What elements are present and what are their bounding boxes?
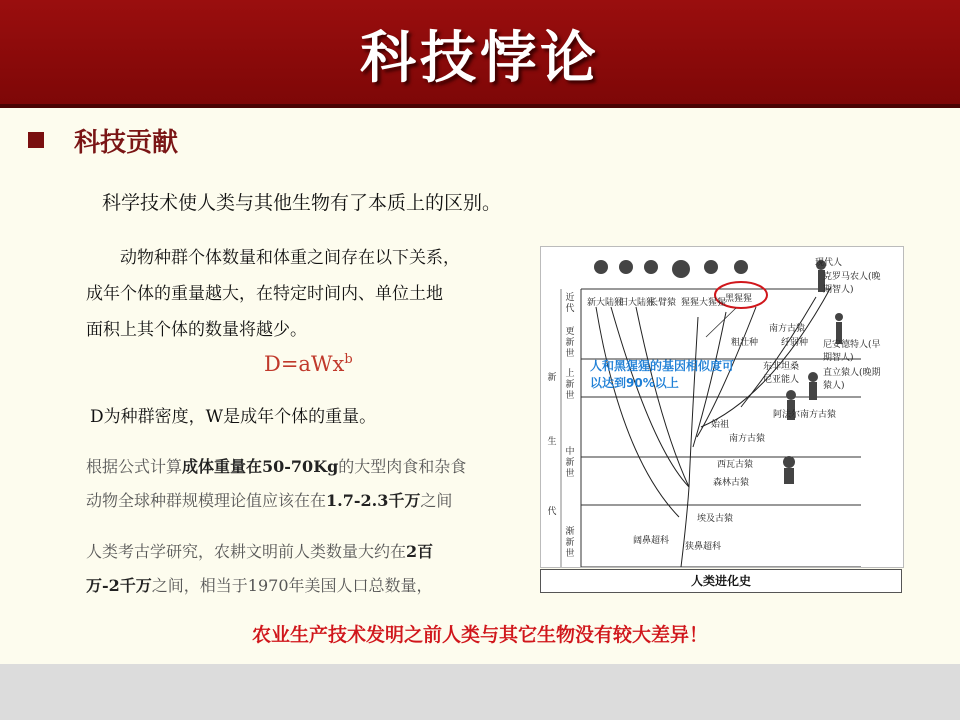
label-robust: 粗壮种 bbox=[731, 338, 759, 348]
label-neanderthal: 尼安德特人(早期智人) bbox=[823, 340, 881, 363]
gene-similarity-note: 人和黑猩猩的基因相似度可以达到90%以上 bbox=[590, 359, 735, 390]
relation-paragraph bbox=[86, 240, 506, 348]
relation-line-1: 动物种群个体数量和体重之间存在以下关系， bbox=[120, 248, 460, 268]
calc-text-4: 之间 bbox=[420, 491, 453, 510]
calculation-paragraph bbox=[86, 450, 516, 518]
era-dai: 代 bbox=[547, 507, 557, 517]
relation-line-3: 面积上其个体的数量将越少。 bbox=[86, 320, 307, 340]
intro-text: 科学技术使人类与其他生物有了本质上的区别。 bbox=[102, 192, 502, 214]
label-erectus: 直立猿人(晚期猿人) bbox=[823, 368, 881, 391]
label-habilis: 东非坦桑尼亚能人 bbox=[763, 362, 800, 385]
footer-bar bbox=[0, 664, 960, 720]
relation-line-2: 成年个体的重量越大，在特定时间内、单位土地 bbox=[86, 284, 443, 304]
label-dryopithecus: 森林古猿 bbox=[713, 478, 750, 488]
formula-definition: D为种群密度，W是成年个体的重量。 bbox=[90, 407, 377, 427]
label-australopithecus-2: 南方古猿 bbox=[729, 434, 766, 444]
era-oligocene: 渐新世 bbox=[565, 527, 575, 559]
density-formula bbox=[264, 352, 353, 376]
label-aegyptopithecus: 埃及古猿 bbox=[697, 514, 734, 524]
calc-range: 1.7-2.3千万 bbox=[326, 491, 421, 510]
label-gracile: 纤弱种 bbox=[781, 338, 809, 348]
calc-text-3: 动物全球种群规模理论值应该在在 bbox=[86, 491, 327, 510]
section-title: 科技贡献 bbox=[74, 128, 179, 158]
conclusion-text: 农业生产技术发明之前人类与其它生物没有较大差异！ bbox=[251, 624, 708, 646]
arch-value-2: 万-2千万 bbox=[86, 576, 152, 595]
page-title: 科技悖论 bbox=[360, 26, 600, 91]
label-ardipithecus: 始祖 bbox=[711, 420, 730, 430]
label-modern-human: 现代人 bbox=[815, 258, 843, 268]
arch-text-1: 人类考古学研究，农耕文明前人类数量大约在 bbox=[86, 542, 407, 561]
formula-exponent: b bbox=[344, 352, 353, 367]
label-new-world-monkey: 新大陆猴 bbox=[587, 298, 624, 308]
era-xin: 新 bbox=[547, 373, 557, 383]
title-bar bbox=[0, 0, 960, 108]
calc-text-2: 的大型肉食和杂食 bbox=[338, 457, 467, 476]
arch-text-2: 之间，相当于1970年美国人口总数量， bbox=[151, 576, 433, 595]
label-sivapithecus: 西瓦古猿 bbox=[717, 460, 754, 470]
formula-base: D=aWx bbox=[264, 352, 345, 376]
figure-caption: 人类进化史 bbox=[540, 569, 902, 593]
era-miocene: 中新世 bbox=[565, 447, 575, 479]
label-afarensis: 阿法尔南方古猿 bbox=[773, 410, 837, 420]
calc-text-1: 根据公式计算 bbox=[86, 457, 183, 476]
label-catarrhini: 狭鼻超科 bbox=[685, 542, 722, 552]
bullet-square-icon bbox=[28, 132, 44, 148]
label-old-world-monkey: 旧大陆猴 bbox=[619, 298, 656, 308]
label-gibbon: 长臂猿 bbox=[649, 298, 677, 308]
label-orangutan-gorilla: 猩猩大猩猩 bbox=[681, 298, 727, 308]
evolution-figure bbox=[540, 246, 904, 568]
era-sheng: 生 bbox=[547, 437, 557, 447]
archaeology-paragraph bbox=[86, 535, 516, 603]
era-recent: 近代 bbox=[565, 293, 575, 314]
label-platyrrhini: 阔鼻超科 bbox=[633, 536, 670, 546]
era-pleistocene: 更新世 bbox=[565, 327, 575, 359]
arch-value-1: 2百 bbox=[406, 542, 434, 561]
era-pliocene: 上新世 bbox=[565, 369, 575, 401]
label-cro-magnon: 克罗马农人(晚期智人) bbox=[823, 272, 881, 295]
calc-weight: 成体重量在50-70Kg bbox=[182, 457, 339, 476]
label-chimpanzee: 黑猩猩 bbox=[725, 294, 753, 304]
label-australopithecus: 南方古猿 bbox=[769, 324, 806, 334]
